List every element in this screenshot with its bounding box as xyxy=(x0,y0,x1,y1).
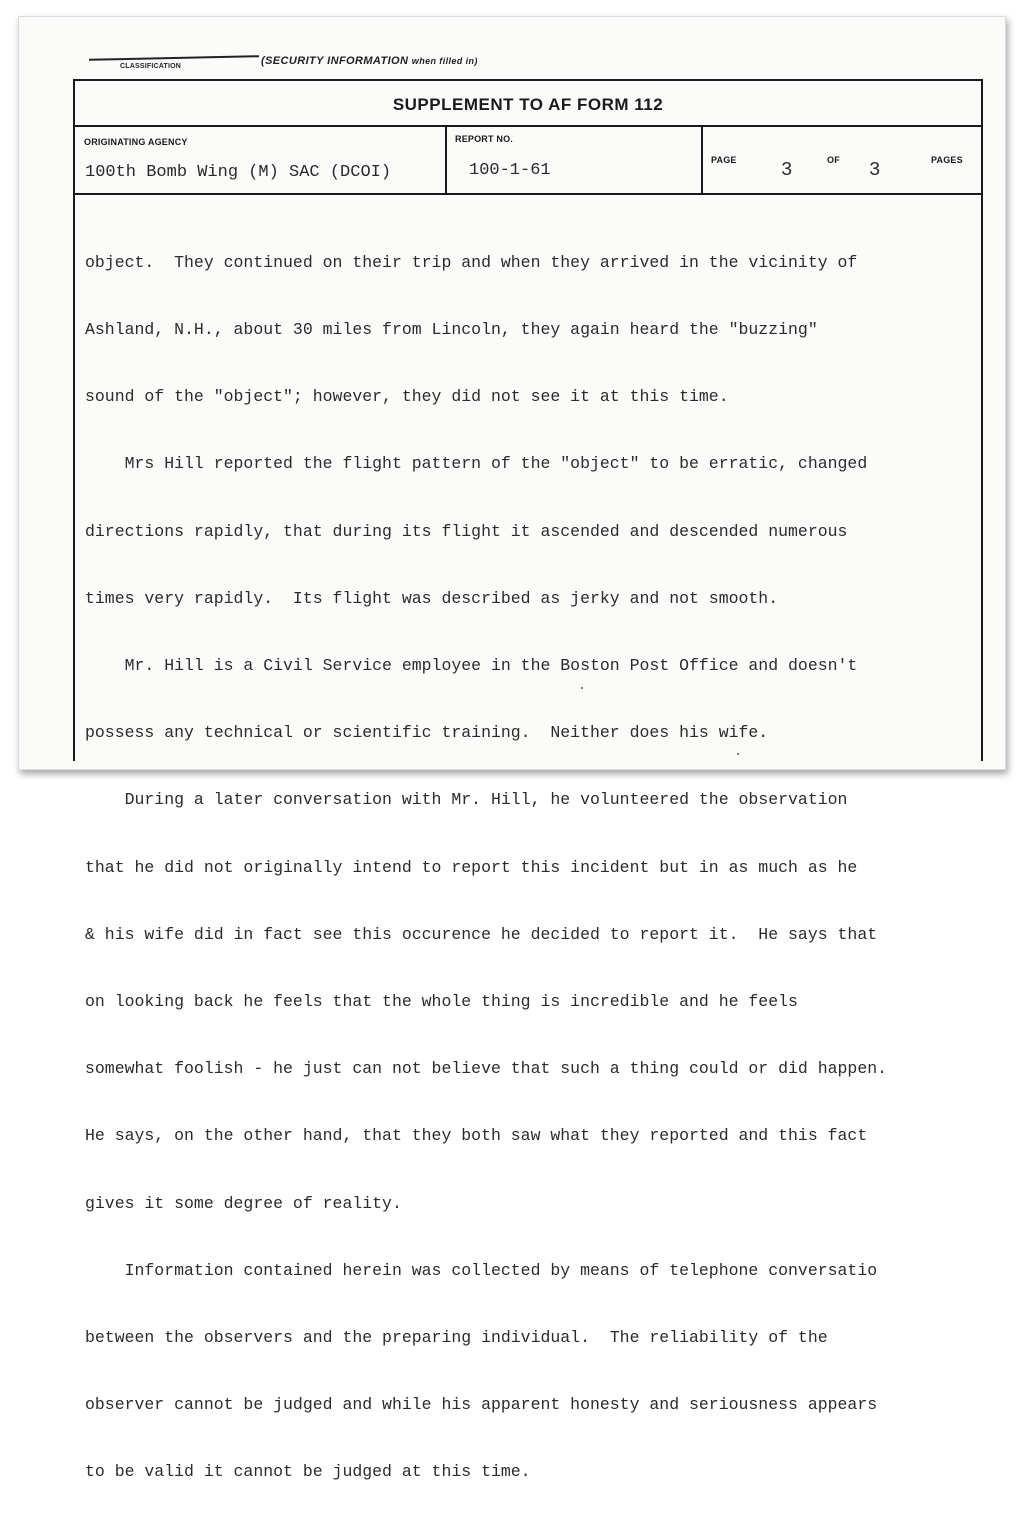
body-line: times very rapidly. Its flight was described as jerky and not smooth. xyxy=(85,588,779,608)
page-number: 3 xyxy=(781,159,793,181)
body-line: somewhat foolish - he just can not believe that such a thing could or did happen. xyxy=(85,1059,888,1079)
body-line: observer cannot be judged and while his apparent honesty and seriousness appears xyxy=(85,1395,878,1415)
cell-separator xyxy=(445,127,447,193)
cell-separator xyxy=(701,127,703,193)
paper-speck xyxy=(737,753,739,755)
pages-label: PAGES xyxy=(931,155,963,165)
total-pages: 3 xyxy=(869,159,881,181)
body-line: Mrs Hill reported the flight pattern of the "object" to be erratic, changed xyxy=(85,454,868,474)
form-info-row xyxy=(75,127,981,195)
body-line: sound of the "object"; however, they did not see it at this time. xyxy=(85,387,729,407)
paper-speck xyxy=(581,687,583,689)
body-line: to be valid it cannot be judged at this time. xyxy=(85,1462,531,1482)
classification-label: CLASSIFICATION xyxy=(120,63,182,70)
report-no-value: 100-1-61 xyxy=(469,161,551,180)
report-body-text xyxy=(85,207,975,1529)
body-line: Ashland, N.H., about 30 miles from Lincoln, they again heard the "buzzing" xyxy=(85,320,818,340)
security-information-notice xyxy=(261,55,478,67)
body-line: that he did not originally intend to report this incident but in as much as he xyxy=(85,857,858,877)
body-line: possess any technical or scientific training. Neither does his wife. xyxy=(85,723,769,743)
document-sheet xyxy=(18,16,1006,1482)
originating-agency-value: 100th Bomb Wing (M) SAC (DCOI) xyxy=(85,163,392,182)
security-info-main: (SECURITY INFORMATION xyxy=(261,55,409,67)
form-box xyxy=(73,79,983,1482)
originating-agency-label: ORIGINATING AGENCY xyxy=(84,137,188,147)
body-line: Mr. Hill is a Civil Service employee in the Boston Post Office and doesn't xyxy=(85,656,858,676)
body-line: object. They continued on their trip and when they arrived in the vicinity of xyxy=(85,252,858,272)
body-line: gives it some degree of reality. xyxy=(85,1193,402,1213)
body-line: & his wife did in fact see this occurence he decided to report it. He says that xyxy=(85,924,878,944)
form-title: SUPPLEMENT TO AF FORM 112 xyxy=(392,95,664,114)
of-label: OF xyxy=(827,155,840,165)
body-line: directions rapidly, that during its flight it ascended and descended numerous xyxy=(85,521,848,541)
body-line: on looking back he feels that the whole thing is incredible and he feels xyxy=(85,992,798,1012)
body-line: He says, on the other hand, that they both saw what they reported and this fact xyxy=(85,1126,868,1146)
page-label: PAGE xyxy=(711,155,737,165)
body-line: Information contained herein was collected by means of telephone conversatio xyxy=(85,1260,878,1280)
security-info-suffix: when filled in) xyxy=(411,56,478,66)
body-line: During a later conversation with Mr. Hill, he volunteered the observation xyxy=(85,790,848,810)
body-line: between the observers and the preparing individual. The reliability of the xyxy=(85,1328,828,1348)
form-title-row xyxy=(75,81,981,127)
report-no-label: REPORT NO. xyxy=(455,134,514,144)
classification-line xyxy=(89,55,259,61)
